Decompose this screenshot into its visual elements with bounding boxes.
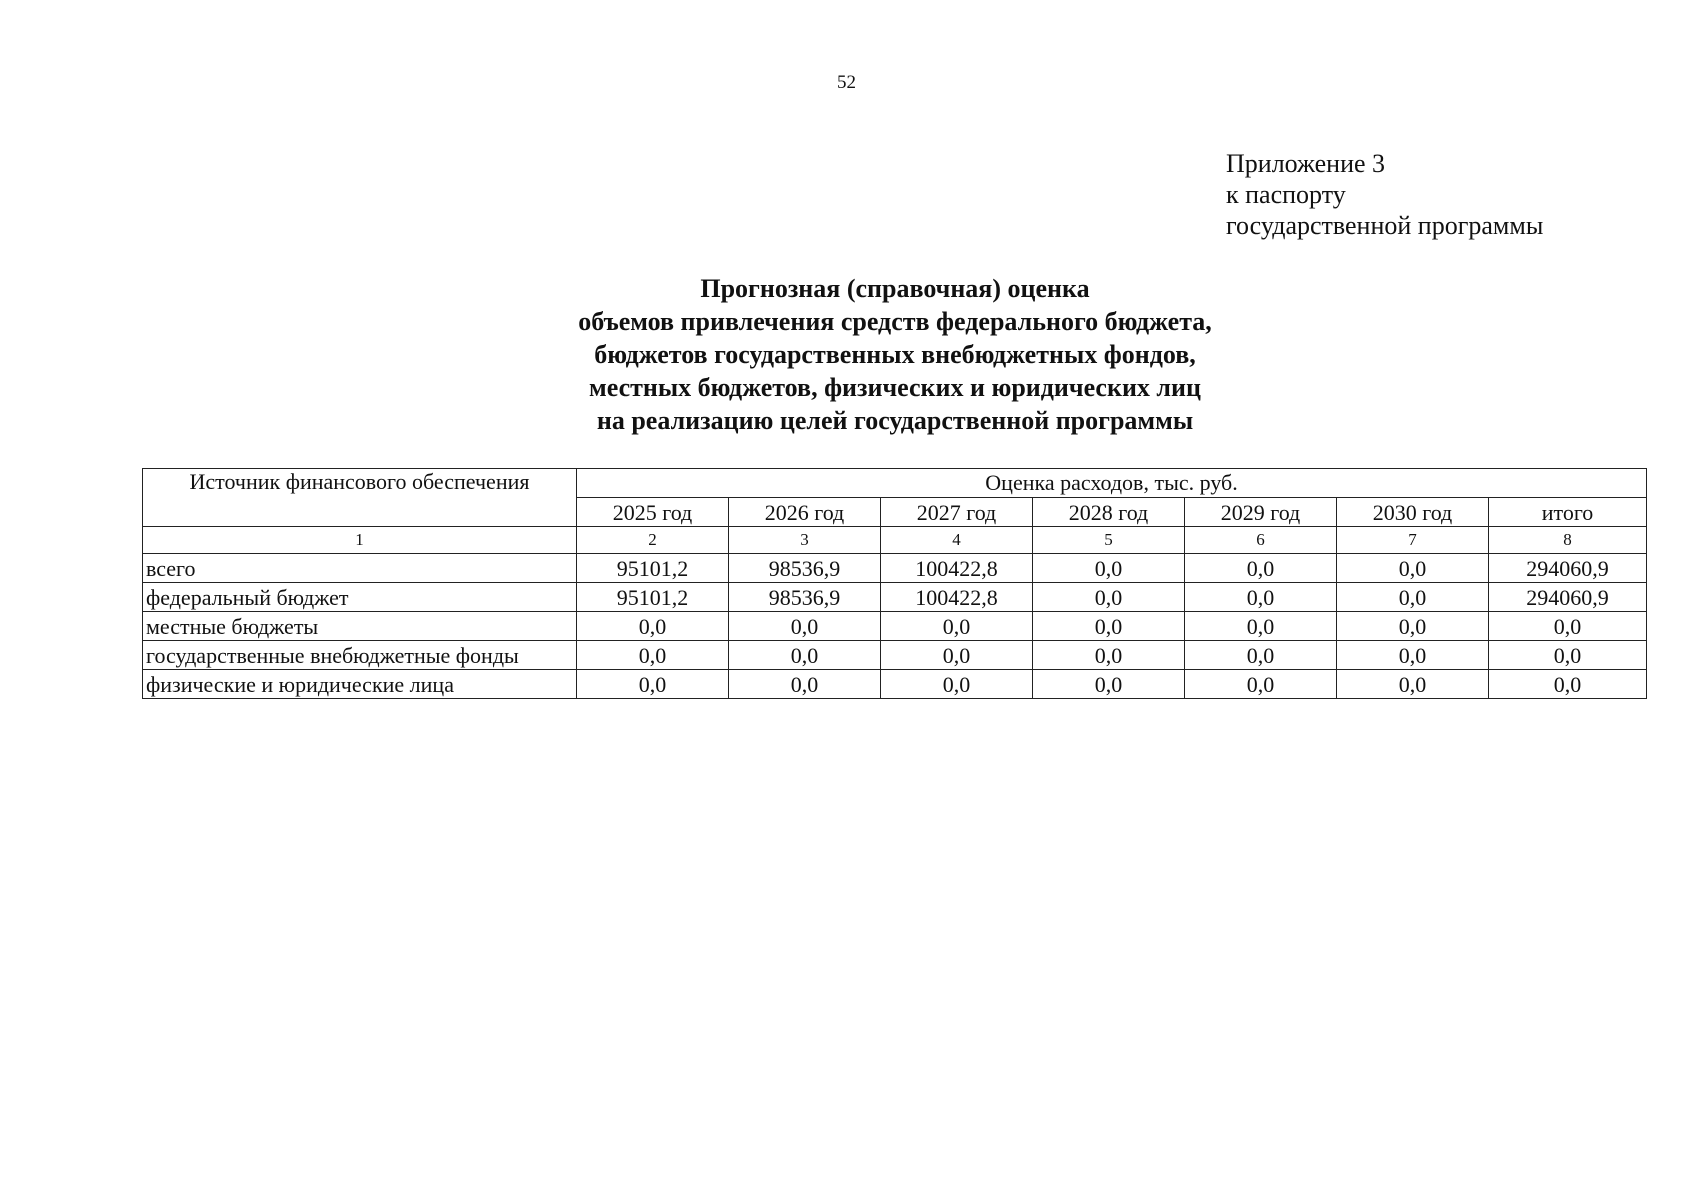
table-cell: 98536,9	[729, 554, 881, 583]
table-cell: 0,0	[881, 641, 1033, 670]
table-cell-total: 294060,9	[1489, 583, 1647, 612]
title-line: бюджетов государственных внебюджетных фондов,	[594, 340, 1196, 369]
row-source-label: местные бюджеты	[143, 612, 577, 641]
table-cell: 0,0	[729, 670, 881, 699]
appendix-line: государственной программы	[1226, 211, 1544, 240]
table-cell: 95101,2	[577, 554, 729, 583]
table-cell: 0,0	[577, 641, 729, 670]
table-cell: 0,0	[1185, 670, 1337, 699]
table-cell: 0,0	[1033, 641, 1185, 670]
year-header: 2026 год	[729, 498, 881, 527]
column-number: 7	[1337, 527, 1489, 554]
table-row	[143, 670, 1647, 699]
column-number: 2	[577, 527, 729, 554]
table-cell-total: 0,0	[1489, 641, 1647, 670]
title-line: местных бюджетов, физических и юридических лиц	[589, 373, 1201, 402]
table-cell: 0,0	[1337, 583, 1489, 612]
row-source-label: федеральный бюджет	[143, 583, 577, 612]
year-header: 2025 год	[577, 498, 729, 527]
table-row	[143, 554, 1647, 583]
total-header: итого	[1489, 498, 1647, 527]
row-source-label: физические и юридические лица	[143, 670, 577, 699]
table-cell: 0,0	[1337, 554, 1489, 583]
table-cell: 98536,9	[729, 583, 881, 612]
column-number: 1	[143, 527, 577, 554]
page-number: 52	[837, 72, 856, 93]
table-cell: 0,0	[577, 612, 729, 641]
source-column-header: Источник финансового обеспечения	[143, 469, 577, 527]
table-cell-total: 294060,9	[1489, 554, 1647, 583]
table-header-row	[143, 469, 1647, 498]
table-cell: 0,0	[1185, 554, 1337, 583]
table-cell: 0,0	[1337, 670, 1489, 699]
table-cell: 0,0	[1033, 612, 1185, 641]
table-cell: 0,0	[729, 641, 881, 670]
table-cell: 0,0	[1337, 641, 1489, 670]
table-cell: 0,0	[1337, 612, 1489, 641]
column-number: 3	[729, 527, 881, 554]
column-number-row	[143, 527, 1647, 554]
table-cell: 0,0	[1033, 670, 1185, 699]
table-cell: 0,0	[1185, 612, 1337, 641]
table-cell-total: 0,0	[1489, 670, 1647, 699]
appendix-line: к паспорту	[1226, 180, 1346, 209]
table-cell: 0,0	[1185, 641, 1337, 670]
column-number: 5	[1033, 527, 1185, 554]
table-cell-total: 0,0	[1489, 612, 1647, 641]
table-cell: 0,0	[729, 612, 881, 641]
table-cell: 95101,2	[577, 583, 729, 612]
table-cell: 0,0	[1185, 583, 1337, 612]
year-header: 2027 год	[881, 498, 1033, 527]
financing-table	[142, 468, 1647, 699]
table-cell: 100422,8	[881, 554, 1033, 583]
title-line: на реализацию целей государственной программы	[596, 406, 1194, 435]
appendix-line: Приложение 3	[1226, 149, 1386, 178]
table-cell: 0,0	[1033, 583, 1185, 612]
year-header: 2029 год	[1185, 498, 1337, 527]
table-row	[143, 583, 1647, 612]
column-number: 6	[1185, 527, 1337, 554]
column-number: 4	[881, 527, 1033, 554]
column-number: 8	[1489, 527, 1647, 554]
row-source-label: государственные внебюджетные фонды	[143, 641, 577, 670]
table-cell: 0,0	[881, 612, 1033, 641]
title-line: объемов привлечения средств федерального бюджета,	[578, 307, 1212, 336]
table-cell: 0,0	[881, 670, 1033, 699]
row-source-label: всего	[143, 554, 577, 583]
table-cell: 0,0	[1033, 554, 1185, 583]
expenses-group-header: Оценка расходов, тыс. руб.	[577, 469, 1647, 498]
document-title	[0, 272, 1693, 437]
table-cell: 0,0	[577, 670, 729, 699]
year-header: 2028 год	[1033, 498, 1185, 527]
table-row	[143, 612, 1647, 641]
year-header: 2030 год	[1337, 498, 1489, 527]
table-cell: 100422,8	[881, 583, 1033, 612]
appendix-note	[1226, 148, 1543, 241]
table-row	[143, 641, 1647, 670]
title-line: Прогнозная (справочная) оценка	[700, 274, 1090, 303]
